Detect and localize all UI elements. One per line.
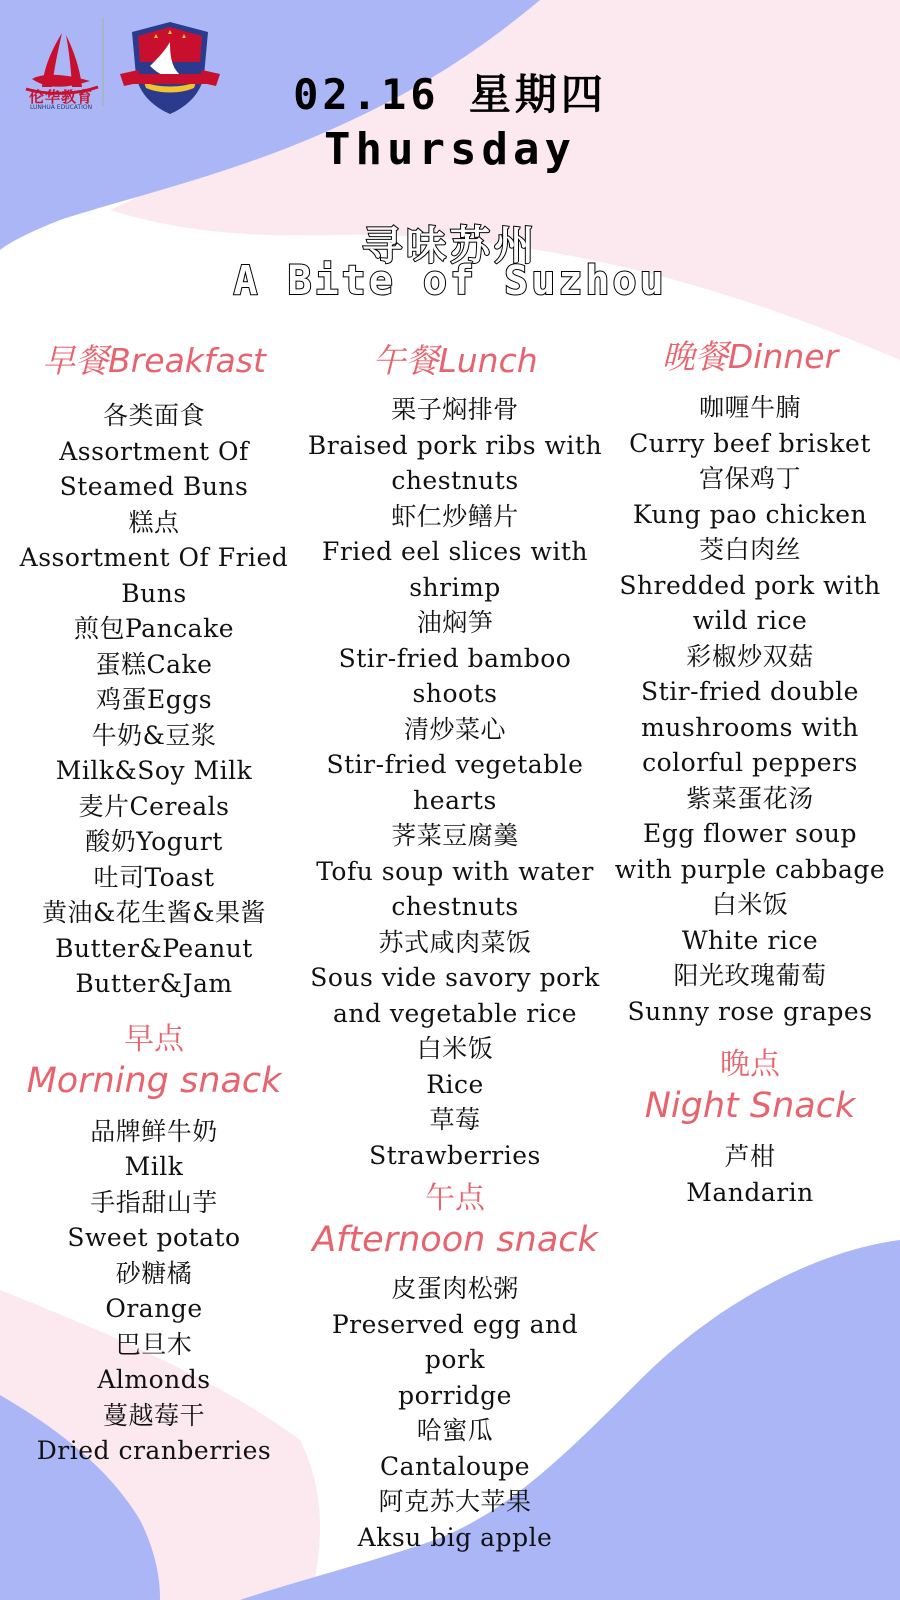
menu-item: Stir-fried double	[641, 677, 859, 706]
menu-item: 手指甜山芋	[90, 1187, 218, 1217]
menu-item: Fried eel slices with	[321, 537, 588, 566]
lunhua-logo-text: 伦华教育	[28, 88, 93, 106]
menu-item: Assortment Of	[59, 436, 249, 466]
menu-item: 吐司Toast	[93, 862, 215, 892]
night-snack-heading-en: Night Snack	[644, 1086, 856, 1126]
menu-item: Sous vide savory pork	[310, 963, 600, 992]
menu-weekday: Thursday	[324, 124, 576, 175]
menu-item: 皮蛋肉松粥	[391, 1274, 519, 1303]
menu-item: Stir-fried bamboo	[338, 643, 572, 673]
section-gap	[608, 1029, 892, 1045]
menu-item: colorful peppers	[642, 748, 858, 777]
menu-item: Rice	[426, 1069, 484, 1099]
lunhua-logo-subtext: LUNHUA EDUCATION	[29, 104, 93, 111]
logo-bar	[22, 18, 232, 118]
morning-snack-heading-en: Morning snack	[26, 1060, 282, 1101]
menu-item: 虾仁炒鳝片	[391, 501, 519, 531]
afternoon-snack-list	[305, 1271, 605, 1555]
afternoon-snack-heading-cn: 午点	[425, 1181, 485, 1216]
menu-item: 油焖笋	[416, 608, 494, 637]
morning-snack-list	[14, 1114, 294, 1469]
menu-item: Orange	[105, 1294, 203, 1323]
menu-item: Preserved egg and pork	[331, 1309, 579, 1374]
menu-item: 栗子焖排骨	[391, 395, 519, 424]
dinner-list	[608, 390, 892, 1029]
menu-item: 苏式咸肉菜饭	[378, 927, 532, 957]
menu-item: 荠菜豆腐羹	[391, 821, 519, 850]
menu-item: and vegetable rice	[332, 998, 578, 1028]
menu-item: mushrooms with	[641, 712, 859, 742]
menu-item: 砂糖橘	[115, 1258, 193, 1288]
theme-title-cn: 寻味苏州	[362, 223, 538, 269]
menu-item: Almonds	[97, 1365, 211, 1394]
menu-item: 麦片Cereals	[78, 791, 230, 821]
menu-item: Shredded pork with	[619, 570, 881, 600]
menu-item: Curry beef brisket	[629, 428, 871, 458]
night-snack-heading-cn: 晚点	[720, 1047, 780, 1082]
menu-item: 蔓越莓干	[102, 1400, 205, 1430]
menu-item: porridge	[398, 1380, 512, 1410]
menu-item: 哈蜜瓜	[416, 1416, 494, 1445]
menu-item: 各类面食	[102, 401, 205, 430]
menu-item: wild rice	[692, 606, 808, 635]
menu-item: shoots	[412, 679, 498, 708]
menu-item: Sunny rose grapes	[627, 996, 873, 1026]
menu-item: 清炒菜心	[403, 714, 506, 744]
menu-item: Egg flower soup	[642, 819, 858, 848]
menu-item: 阿克苏大苹果	[378, 1487, 532, 1516]
menu-item: 煎包Pancake	[73, 614, 235, 643]
menu-item: 白米饭	[416, 1034, 494, 1063]
menu-item: Strawberries	[369, 1140, 541, 1170]
menu-item: shrimp	[409, 572, 501, 602]
menu-item: 彩椒炒双菇	[686, 641, 814, 671]
menu-item: Aksu big apple	[357, 1522, 553, 1552]
menu-item: Steamed Buns	[59, 472, 249, 501]
menu-item: 鸡蛋Eggs	[95, 685, 213, 714]
menu-item: 酸奶Yogurt	[85, 827, 223, 856]
menu-item: Butter&Jam	[75, 969, 233, 998]
menu-item: 牛奶&豆浆	[91, 720, 217, 750]
afternoon-snack-heading-en: Afternoon snack	[312, 1220, 598, 1260]
dinner-column	[608, 336, 892, 1210]
morning-snack-heading-cn: 早点	[124, 1021, 184, 1057]
menu-item: 宫保鸡丁	[698, 464, 801, 493]
section-gap	[14, 1002, 294, 1020]
menu-item: chestnuts	[391, 892, 519, 921]
theme-title-en: A Bite of Suzhou	[233, 258, 667, 304]
menu-item: Buns	[121, 578, 187, 608]
menu-item: Butter&Peanut	[55, 933, 253, 963]
menu-item: Mandarin	[686, 1177, 814, 1207]
menu-item: 芦柑	[724, 1142, 776, 1171]
breakfast-list	[14, 398, 294, 1002]
lunch-column	[305, 340, 605, 1555]
menu-item: Stir-fried vegetable	[326, 750, 584, 779]
menu-item: 咖喱牛腩	[698, 393, 801, 422]
menu-item: Milk&Soy Milk	[55, 756, 253, 785]
menu-item: Tofu soup with water	[316, 856, 594, 886]
menu-item: Braised pork ribs with	[307, 430, 603, 460]
menu-item: 黄油&花生酱&果酱	[41, 898, 266, 927]
menu-item: Kung pao chicken	[632, 499, 868, 529]
breakfast-column	[14, 340, 294, 1469]
school-crest-icon	[114, 18, 226, 118]
menu-item: with purple cabbage	[614, 854, 886, 884]
menu-item: Assortment Of Fried	[19, 543, 289, 572]
menu-date: 02.16 星期四	[293, 70, 607, 119]
menu-item: Sweet potato	[67, 1223, 241, 1252]
lunch-list	[305, 392, 605, 1173]
breakfast-heading: 早餐Breakfast	[42, 341, 266, 380]
menu-item: 紫菜蛋花汤	[686, 783, 814, 813]
menu-item: 糕点	[128, 507, 180, 537]
menu-item: 白米饭	[711, 890, 789, 919]
menu-item: Milk	[124, 1152, 184, 1181]
menu-item: chestnuts	[391, 466, 519, 495]
menu-item: 草莓	[429, 1105, 481, 1134]
menu-item: 茭白肉丝	[698, 535, 801, 564]
logo-divider	[102, 18, 104, 106]
lunch-heading: 午餐Lunch	[372, 341, 538, 380]
menu-item: 阳光玫瑰葡萄	[673, 961, 827, 990]
menu-item: 巴旦木	[115, 1329, 193, 1359]
menu-item: Cantaloupe	[379, 1451, 531, 1481]
menu-item: White rice	[681, 925, 819, 955]
menu-item: Dried cranberries	[36, 1436, 272, 1465]
menu-item: 蛋糕Cake	[95, 649, 213, 679]
menu-item: 品牌鲜牛奶	[90, 1116, 218, 1146]
dinner-heading: 晚餐Dinner	[661, 337, 839, 376]
menu-item: hearts	[413, 785, 497, 815]
night-snack-list	[608, 1139, 892, 1210]
